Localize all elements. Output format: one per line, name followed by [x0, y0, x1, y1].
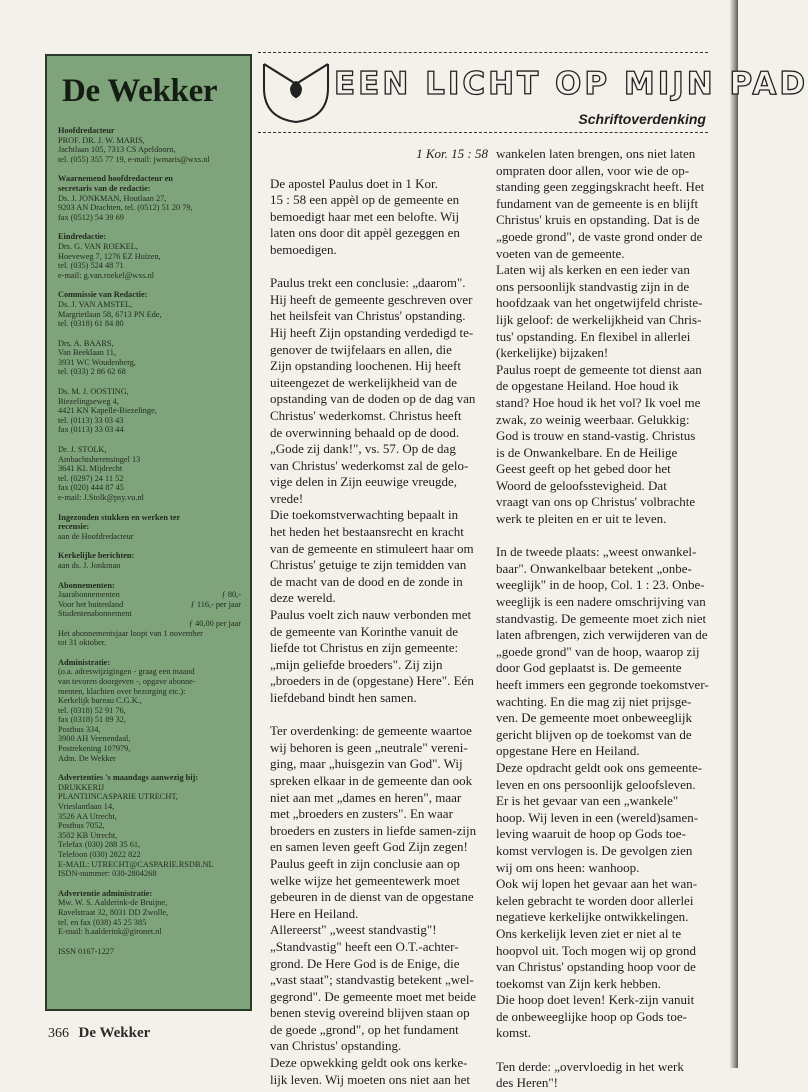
lamp-book-logo-icon — [260, 58, 332, 124]
paragraph-gap — [270, 259, 488, 276]
text-line: bemoedigt haar met een belofte. Wij — [270, 208, 460, 224]
text-line: Christus' getuige te zijn temidden van — [270, 557, 467, 573]
text-line: negatieve kerkelijke ontwikkelingen. — [496, 909, 689, 925]
colophon-section — [58, 232, 241, 280]
section-heading: Waarnemend hoofdredacteur en — [58, 174, 173, 184]
text-line: en samen leven geeft God Zijn zegen! — [270, 839, 468, 855]
text-line: „goede grond", de vaste grond onder de — [496, 228, 703, 244]
section-heading: Advertenties 's maandags aanwezig bij: — [58, 773, 199, 783]
section-line: DRUKKERIJ — [58, 782, 105, 792]
colophon-section — [58, 387, 241, 435]
text-line: „broeders in de (opgestane) Here". Eén — [270, 673, 474, 689]
section-line: fax (020) 444 87 45 — [58, 483, 124, 493]
paragraph-gap — [496, 528, 708, 545]
text-line: de macht van de dood en de zonde in — [270, 573, 463, 589]
section-heading: Administratie: — [58, 657, 111, 667]
header-rule-bottom — [258, 132, 708, 133]
section-line: tel. (0297) 24 11 52 — [58, 473, 124, 483]
text-line: wij om ons heen: wanhoop. — [496, 859, 640, 875]
section-line: e-mail: g.van.roekel@wxs.nl — [58, 270, 155, 280]
article-column-1 — [270, 146, 488, 1088]
section-line: 4421 KN Kapelle-Biezelinge, — [58, 406, 157, 416]
section-heading: Advertentie administratie: — [58, 888, 153, 898]
text-line: opgestane Here en Heiland. — [496, 743, 640, 759]
column-1-text — [270, 176, 488, 1089]
section-line: Dr. J. STOLK, — [58, 445, 107, 455]
colophon-section — [58, 947, 241, 957]
section-line: tel. (035) 524 48 71 — [58, 261, 124, 271]
text-line: Allereerst" „weest standvastig"! — [270, 922, 437, 938]
section-line: E-MAIL: UTRECHT@CASPARIE.RSDB.NL — [58, 859, 214, 869]
price-label: Studentenabonnement — [58, 609, 132, 619]
text-line: Er is het gevaar van een „wankele" — [496, 793, 679, 809]
text-line: „mijn geliefde broeders". Zij zijn — [270, 656, 443, 672]
text-line: wachting. En die mag zij niet prijsge- — [496, 693, 692, 709]
text-line: bemoedigen. — [270, 241, 337, 257]
text-line: In de tweede plaats: „weest onwankel- — [496, 544, 697, 560]
text-line: uiteengezet de werkelijkheid van de — [270, 374, 457, 390]
section-line: Ds. J. JONKMAN, Houtlaan 27, — [58, 193, 167, 203]
text-line: „Standvastig" heeft een O.T.-achter- — [270, 938, 459, 954]
colophon-sidebar — [45, 54, 252, 1011]
section-line: Telefoon (030) 2822 822 — [58, 850, 141, 859]
text-line: broeders en zusters in liefde samen-zijn — [270, 822, 477, 838]
colophon-section — [58, 174, 241, 222]
price-value: ƒ 40,00 per jaar — [188, 618, 241, 628]
section-heading: recensie: — [58, 522, 90, 532]
text-line: Paulus trekt een conclusie: „daarom". — [270, 275, 466, 291]
page-edge-shadow — [730, 0, 738, 1068]
text-line: lijk leven. Wij moeten ons niet aan het — [270, 1071, 470, 1087]
text-line: Die toekomstverwachting bepaalt in — [270, 507, 459, 523]
colophon-section — [58, 339, 241, 377]
section-heading: Eindredactie: — [58, 232, 107, 242]
text-line: hoop. Wij leven in een (wereld)samen- — [496, 809, 699, 825]
section-line: Drs. A. BAARS, — [58, 338, 114, 348]
section-line: Hoeveweg 7, 1276 EZ Huizen, — [58, 251, 161, 261]
section-line: aan de Hoofdredacteur — [58, 531, 134, 541]
section-line: Postrekening 107979, — [58, 744, 131, 754]
text-line: Deze opdracht geldt ook ons gemeente- — [496, 759, 703, 775]
text-line: heeft immers een gegronde toekomstver- — [496, 677, 709, 692]
text-line: hoopvol uit. Toch mogen wij op grond — [496, 942, 696, 958]
text-line: Die hoop doet leven! Kerk-zijn vanuit — [496, 992, 695, 1008]
text-line: Geest geeft op het gebed door het — [496, 461, 671, 477]
section-line: 3641 KL Mijdrecht — [58, 464, 123, 474]
section-line: van tevoren doorgeven -, opgave abonne- — [58, 676, 196, 686]
price-value: ƒ 80,- — [221, 590, 241, 600]
text-line: de onbeweeglijke hoop op Gods toe- — [496, 1008, 687, 1024]
text-line: (kerkelijke) bijzaken! — [496, 345, 609, 361]
text-line: welke wijze het gemeentewerk moet — [270, 872, 460, 888]
text-line: ons persoonlijk standvastig zijn in de — [496, 278, 690, 294]
section-line: Biezelingseweg 4, — [58, 396, 119, 406]
section-heading: Commissie van Redactie: — [58, 290, 148, 300]
text-line: Deze opwekking geldt ook ons kerke- — [270, 1055, 468, 1071]
section-line: 9203 AN Drachten, tel. (0512) 51 20 79, — [58, 203, 193, 213]
colophon-sections — [58, 126, 241, 571]
text-line: de overwinning behaald op de dood. — [270, 424, 460, 440]
paragraph-gap — [270, 707, 488, 724]
text-line: Ten derde: „overvloedig in het werk — [496, 1058, 684, 1074]
paragraph-gap — [496, 1042, 708, 1059]
text-line: kelen gebracht te worden door allerlei — [496, 892, 694, 908]
text-line: De apostel Paulus doet in 1 Kor. — [270, 175, 438, 191]
section-line: tel. (0318) 61 84 80 — [58, 319, 124, 329]
section-line: Adm. De Wekker — [58, 753, 116, 763]
text-line: Ook wij lopen het gevaar aan het wan- — [496, 876, 698, 892]
colophon-section — [58, 658, 241, 764]
text-line: vraagt van ons op Christus' volbrachte — [496, 494, 696, 510]
subscriptions-head: Abonnementen: — [58, 580, 115, 590]
text-line: ging, maar „huisgezin van God". Wij — [270, 756, 463, 772]
text-line: ven. De gemeente moet onbeweeglijk — [496, 710, 693, 726]
column-subtitle: Schriftoverdenking — [578, 111, 706, 127]
text-line: leving waaruit de hoop op Gods toe- — [496, 826, 686, 842]
text-line: Here en Heiland. — [270, 905, 359, 921]
text-line: vige delen in Zijn eeuwige vreugde, — [270, 474, 457, 490]
text-line: grond. De Here God is de Enige, die — [270, 955, 460, 971]
colophon-section — [58, 126, 241, 164]
text-line: toekomst van Zijn kerk hebben. — [496, 975, 661, 991]
text-line: God is trouw en stand-vastig. Christus — [496, 428, 696, 444]
text-line: tus' opstanding. En flexibel in allerlei — [496, 328, 691, 344]
section-line: 3526 AA Utrecht, — [58, 811, 117, 821]
column-title: EEN LICHT OP MIJN PAD — [334, 66, 808, 102]
section-line: 3502 KB Utrecht, — [58, 830, 118, 840]
text-line: komst. — [496, 1025, 532, 1041]
text-line: met „broeders en zusters". En waar — [270, 806, 453, 822]
section-line: ISDN-nummer: 030-2804268 — [58, 869, 157, 879]
text-line: deze wereld. — [270, 590, 336, 606]
text-line: wij behoren is geen „neutrale" vereni- — [270, 739, 468, 755]
price-row — [58, 600, 241, 610]
section-line: Telefax (030) 288 35 61, — [58, 840, 141, 850]
scripture-reference: 1 Kor. 15 : 58 — [416, 146, 488, 161]
section-line: tel. (0113) 33 03 43 — [58, 415, 124, 425]
text-line: standing geen zeggingskracht heeft. Het — [496, 179, 705, 195]
text-line: Ons kerkelijk leven ziet er niet al te — [496, 925, 682, 941]
column-2-text — [496, 146, 708, 1092]
text-line: Zijn opstanding loochenen. Hij heeft — [270, 358, 461, 374]
text-line: van de gemeente en stimuleert haar om — [270, 540, 474, 556]
text-line: het heden het bestaansrecht en kracht — [270, 524, 464, 540]
price-label: Jaarabonnementen — [58, 590, 120, 600]
section-line: Drs. G. VAN ROEKEL, — [58, 241, 138, 251]
colophon-section — [58, 773, 241, 879]
colophon-section — [58, 445, 241, 503]
price-value: ƒ 116,- per jaar — [190, 599, 241, 609]
section-line: Postbus 334, — [58, 724, 101, 734]
text-line: weeglijk is een nadere omschrijving van — [496, 594, 706, 610]
text-line: fundament van de gemeente is en blijft — [496, 195, 699, 211]
text-line: van Christus' opstanding. — [270, 1038, 402, 1054]
section-line: fax (0512) 54 39 69 — [58, 212, 124, 222]
text-line: 15 : 58 een appèl op de gemeente en — [270, 192, 460, 208]
section-line: Margrietlaan 58, 6713 PN Ede, — [58, 309, 162, 319]
text-line: opstanding van de doden op de dag van — [270, 391, 476, 407]
colophon-section — [58, 889, 241, 937]
text-line: Paulus voelt zich nauw verbonden met — [270, 607, 472, 623]
text-line: niet aan met „dames en heren", maar — [270, 789, 462, 805]
text-line: de goede „grond", op het fundament — [270, 1021, 459, 1037]
section-line: 3931 WC Woudenberg, — [58, 357, 136, 367]
text-line: „goede grond" van de hoop, waarop zij — [496, 643, 700, 659]
section-line: Mw. W. S. Aalderink-de Bruijne, — [58, 898, 168, 908]
text-line: wankelen laten brengen, ons niet laten — [496, 146, 696, 161]
text-line: genover de twijfelaars en allen, die — [270, 341, 452, 357]
text-line: zwak, zo weinig weerbaar. Gelukkig: — [496, 411, 690, 427]
section-line: menten, klachten over bezorging etc.): — [58, 686, 186, 696]
article-column-2 — [496, 146, 708, 1092]
colophon-section — [58, 290, 241, 328]
section-line: PROF. DR. J. W. MARIS, — [58, 135, 145, 145]
section-line: tel. (0318) 52 91 76, — [58, 705, 126, 715]
text-line: het heilsfeit van Christus' opstanding. — [270, 308, 466, 324]
section-line: Van Beeklaan 11, — [58, 348, 116, 358]
text-line: liefdeband bindt hen samen. — [270, 690, 417, 705]
text-line: de opgestane Heiland. Hoe houd ik — [496, 378, 679, 394]
column-header — [258, 52, 808, 136]
text-line: Woord de geloofsstevigheid. Dat — [496, 477, 667, 493]
price-label: Voor het buitenland — [58, 599, 124, 609]
text-line: Christus' wederkomst. Christus heeft — [270, 407, 462, 423]
text-line: standvastig. De gemeente moet zich niet — [496, 610, 707, 626]
section-line: tel. (033) 2 86 62 68 — [58, 367, 126, 377]
section-heading: secretaris van de redactie: — [58, 183, 151, 193]
text-line: weeglijk" in de hoop, Col. 1 : 23. Onbe- — [496, 577, 705, 593]
text-line: Christus' kruis en opstanding. Dat is de — [496, 212, 700, 228]
section-line: aan ds. J. Jonkman — [58, 560, 121, 570]
footer-brand: De Wekker — [78, 1025, 151, 1041]
text-line: ompraten door allen, voor wie de op- — [496, 162, 690, 178]
text-line: Ter overdenking: de gemeente waartoe — [270, 723, 472, 739]
page-number: 366 — [48, 1026, 69, 1041]
text-line: „vast staat"; standvastig betekent „wel- — [270, 972, 474, 988]
subscriptions-section — [58, 581, 241, 648]
section-heading: Kerkelijke berichten: — [58, 551, 135, 561]
text-line: benen stevig overeind blijven staan op — [270, 1005, 470, 1021]
section-line: Kerkelijk bureau C.G.K., — [58, 696, 142, 706]
subscription-note: tot 31 oktober. — [58, 638, 107, 648]
text-line: Hij heeft Zijn opstanding verdedigd te- — [270, 324, 474, 340]
section-line: tel. en fax (038) 45 25 385 — [58, 917, 147, 927]
subscription-note: Het abonnementsjaar loopt van 1 november — [58, 628, 203, 638]
text-line: laten afbrengen, zich verwijderen van de — [496, 627, 708, 643]
text-line: van Christus' wederkomst zal de gelo- — [270, 457, 469, 473]
text-line: werk te pleiten en er uit te leven. — [496, 511, 667, 527]
section-line: Ravelstraat 32, 8031 DD Zwolle, — [58, 907, 169, 917]
text-line: des Heren"! — [496, 1075, 558, 1091]
text-line: hoofdzaak van het ongetwijfeld christe- — [496, 295, 703, 311]
section-line: Ambachtsherensingel 13 — [58, 454, 141, 464]
section-line: Postbus 7052, — [58, 821, 105, 831]
text-line: voeten van de gemeente. — [496, 245, 625, 261]
text-line: Paulus roept de gemeente tot dienst aan — [496, 361, 702, 377]
section-line: Jachtlaan 105, 7313 CS Apeldoorn, — [58, 145, 176, 155]
colophon-section — [58, 513, 241, 542]
section-line: e-mail: J.Stolk@psy.vu.nl — [58, 493, 144, 502]
text-line: komst vervlogen is. De gevolgen zien — [496, 842, 693, 858]
header-rule-top — [258, 52, 708, 53]
text-line: gegrond". De gemeente moet met beide — [270, 988, 477, 1004]
section-line: fax (0318) 51 89 32, — [58, 715, 126, 725]
text-line: gebeuren in de dienst van de opgestane — [270, 889, 474, 905]
text-line: Hij heeft de gemeente geschreven over — [270, 291, 473, 307]
section-line: tel. (055) 355 77 19, e-mail: jwmaris@wxs.nl — [58, 154, 210, 164]
sidebar-title: De Wekker — [62, 73, 218, 109]
text-line: baar". Onwankelbaar betekent „onbe- — [496, 560, 692, 576]
section-heading: Hoofdredacteur — [58, 126, 115, 135]
text-line: is de Onwankelbare. En de Heilige — [496, 444, 678, 460]
text-line: door God geplaatst is. De gemeente — [496, 660, 682, 676]
section-line: (o.a. adreswijzigingen - graag een maand — [58, 667, 195, 677]
section-line: Ds. M. J. OOSTING, — [58, 387, 129, 397]
section-line: PLANTIJNCASPARIE UTRECHT, — [58, 792, 178, 802]
section-heading: Ingezonden stukken en werken ter — [58, 512, 181, 522]
section-line: fax (0113) 33 03 44 — [58, 425, 124, 435]
text-line: de gemeente van Korinthe vanuit de — [270, 623, 459, 639]
text-line: lijk geloof: de werkelijkheid van Chris- — [496, 311, 702, 327]
section-line: ISSN 0167-1227 — [58, 946, 115, 956]
section-line: Vrieslantlaan 14, — [58, 802, 115, 812]
text-line: Laten wij als kerken en een ieder van — [496, 262, 690, 278]
text-line: leven en ons persoonlijk geloofsleven. — [496, 776, 696, 792]
text-line: van Christus' opstanding hoop voor de — [496, 959, 696, 975]
page-footer — [48, 1025, 150, 1042]
text-line: spreken elkaar in de gemeente dan ook — [270, 772, 473, 788]
text-line: liefde tot Christus en zijn gemeente: — [270, 640, 459, 656]
text-line: Paulus geeft in zijn conclusie aan op — [270, 855, 460, 871]
text-line: stand? Hoe houd ik het vol? Ik voel me — [496, 394, 701, 410]
colophon-section — [58, 551, 241, 570]
section-line: E-mail: h.aalderink@gironet.nl — [58, 927, 162, 937]
section-line: 3900 AH Veenendaal, — [58, 734, 131, 744]
text-line: gericht blijven op de toekomst van de — [496, 726, 692, 742]
price-row — [58, 590, 241, 600]
text-line: „Gode zij dank!", vs. 57. Op de dag — [270, 441, 456, 457]
text-line: vrede! — [270, 490, 304, 506]
text-line: laten ons door dit appèl gezeggen en — [270, 225, 460, 241]
section-line: Ds. J. VAN AMSTEL, — [58, 299, 133, 309]
colophon-sections-lower — [58, 658, 241, 957]
